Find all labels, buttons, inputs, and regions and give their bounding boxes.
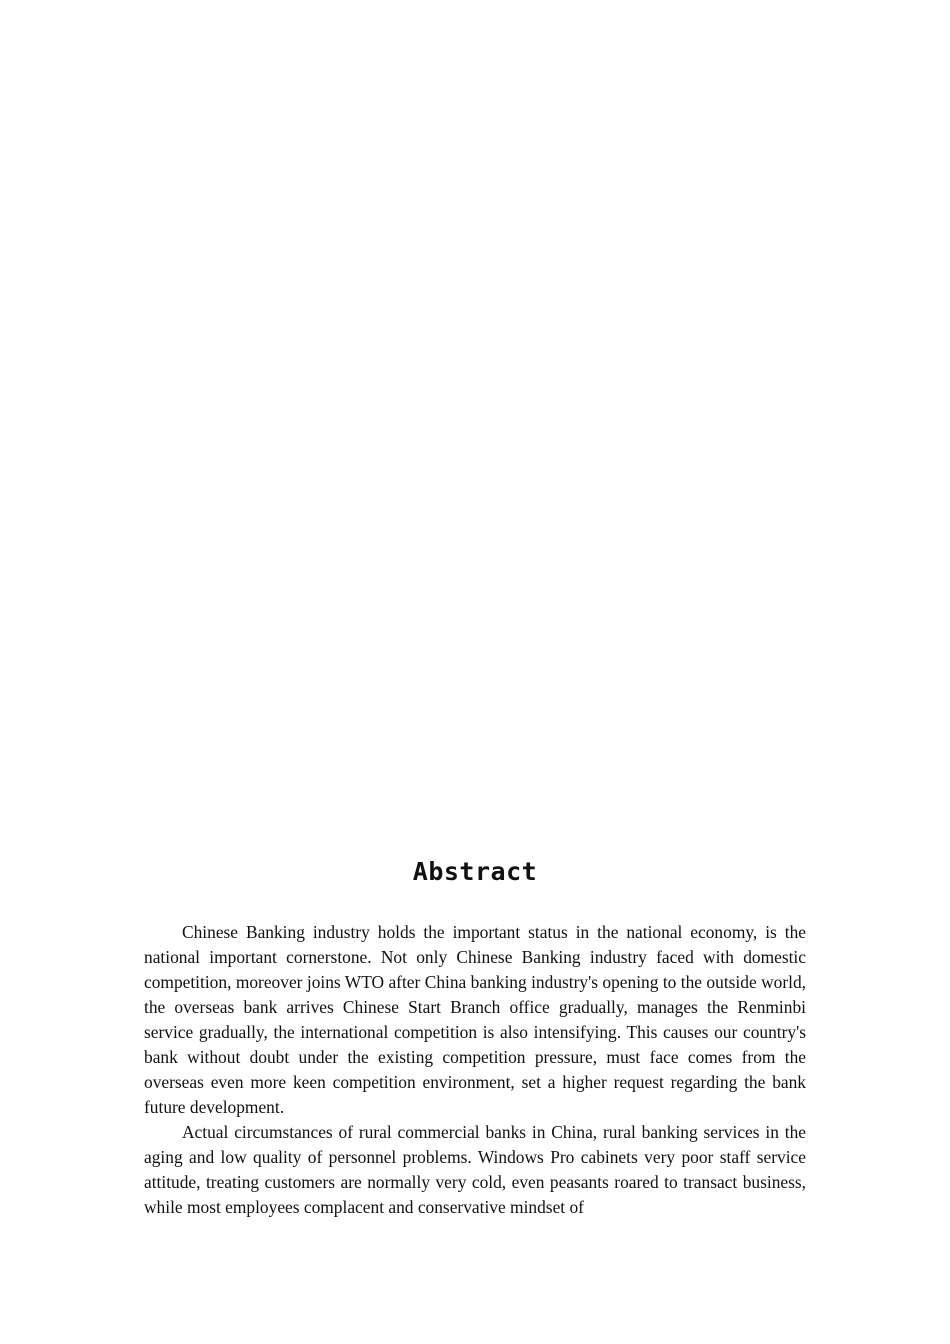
- abstract-body: [144, 920, 806, 1220]
- abstract-paragraph-2: Actual circumstances of rural commercial banks in China, rural banking services in the aging and low quality of personnel problems. Windows Pro cabinets very poor staff service attitude, treating customers are normally very cold, even peasants roared to transact business, while most employees complacent and conservative mindset of: [144, 1122, 806, 1217]
- abstract-paragraph-1: Chinese Banking industry holds the important status in the national economy, is the national important cornerstone. Not only Chinese Banking industry faced with domestic competition, moreover joins WTO after China banking industry's opening to the outside world, the overseas bank arrives Chinese Start Branch office gradually, manages the Renminbi service gradually, the international competition is also intensifying. This causes our country's bank without doubt under the existing competition pressure, must face comes from the overseas even more keen competition environment, set a higher request regarding the bank future development.: [144, 922, 806, 1117]
- abstract-heading: Abstract: [412, 857, 538, 886]
